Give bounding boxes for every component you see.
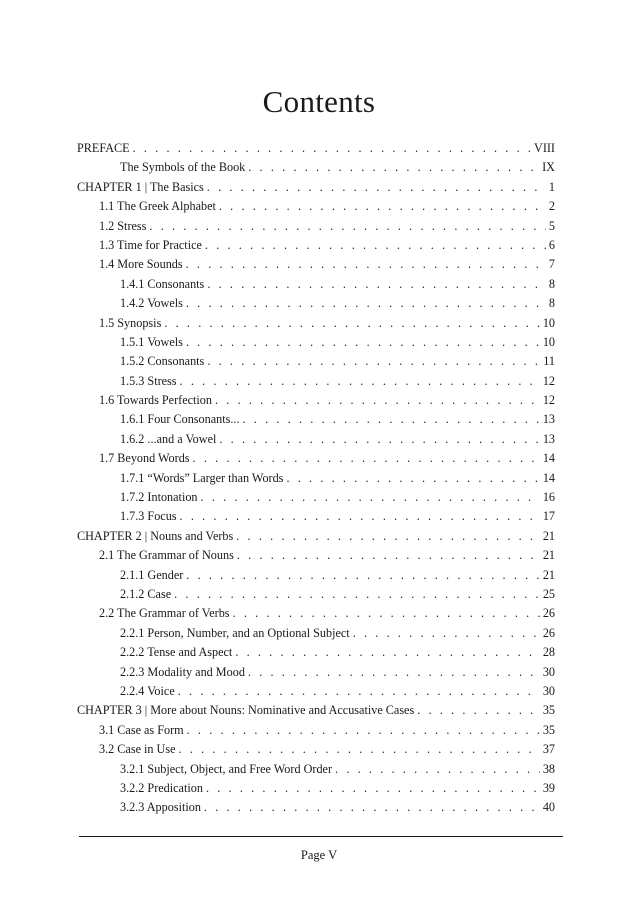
page-number-footer: Page V bbox=[300, 848, 338, 862]
dot-leader bbox=[233, 604, 540, 623]
toc-entry-page-number: 21 bbox=[542, 528, 555, 543]
toc-entry-page-number: 40 bbox=[542, 800, 555, 815]
toc-entry-label: CHAPTER 3 | More about Nouns: Nominative and Accusative Cases bbox=[77, 703, 415, 718]
dot-leader bbox=[204, 798, 540, 817]
toc-entry-page-number: 39 bbox=[542, 780, 555, 795]
toc-entry-label: 1.7.2 Intonation bbox=[120, 490, 198, 505]
toc-entry-label: 1.7.1 “Words” Larger than Words bbox=[120, 470, 284, 485]
toc-entry-label: 1.4.1 Consonants bbox=[120, 276, 205, 291]
toc-entry[interactable] bbox=[77, 197, 555, 216]
toc-entry-page-number: 5 bbox=[548, 218, 555, 233]
toc-entry[interactable] bbox=[77, 410, 555, 429]
dot-leader bbox=[219, 430, 539, 449]
dot-leader bbox=[149, 217, 546, 236]
toc-entry[interactable] bbox=[77, 585, 555, 604]
dot-leader bbox=[186, 333, 540, 352]
toc-entry-label: 2.2.2 Tense and Aspect bbox=[120, 645, 233, 660]
dot-leader bbox=[205, 236, 546, 255]
toc-entry[interactable] bbox=[77, 275, 555, 294]
toc-entry-page-number: 14 bbox=[542, 451, 555, 466]
dot-leader bbox=[164, 314, 540, 333]
toc-entry[interactable] bbox=[77, 255, 555, 274]
toc-entry-page-number: 16 bbox=[542, 490, 555, 505]
toc-entry-page-number: 25 bbox=[542, 586, 555, 601]
toc-entry[interactable] bbox=[77, 663, 555, 682]
toc-entry-page-number: 6 bbox=[548, 237, 555, 252]
toc-entry-label: 2.1.1 Gender bbox=[120, 567, 184, 582]
toc-entry-label: 1.6.2 ...and a Vowel bbox=[120, 431, 217, 446]
toc-entry-page-number: 28 bbox=[542, 645, 555, 660]
dot-leader bbox=[133, 139, 531, 158]
dot-leader bbox=[215, 391, 540, 410]
toc-entry-label: 1.4.2 Vowels bbox=[120, 296, 183, 311]
toc-entry-label: 1.2 Stress bbox=[99, 218, 147, 233]
dot-leader bbox=[236, 527, 540, 546]
toc-entry-label: 1.6 Towards Perfection bbox=[99, 393, 212, 408]
toc-entry[interactable] bbox=[77, 430, 555, 449]
toc-entry[interactable] bbox=[77, 721, 555, 740]
toc-entry-page-number: 26 bbox=[542, 606, 555, 621]
toc-entry[interactable] bbox=[77, 507, 555, 526]
toc-entry-label: 1.4 More Sounds bbox=[99, 257, 183, 272]
toc-entry-label: 1.6.1 Four Consonants... bbox=[120, 412, 240, 427]
toc-entry-page-number: IX bbox=[542, 160, 555, 175]
toc-entry[interactable] bbox=[77, 760, 555, 779]
toc-entry-label: 2.2 The Grammar of Verbs bbox=[99, 606, 230, 621]
toc-entry-label: 1.7.3 Focus bbox=[120, 509, 177, 524]
toc-entry-label: 2.2.4 Voice bbox=[120, 683, 175, 698]
toc-entry-page-number: 38 bbox=[542, 761, 555, 776]
page-title: Contents bbox=[262, 84, 376, 119]
footer-divider bbox=[79, 836, 563, 837]
toc-entry[interactable] bbox=[77, 624, 555, 643]
toc-entry[interactable] bbox=[77, 604, 555, 623]
dot-leader bbox=[219, 197, 546, 216]
toc-entry-label: PREFACE bbox=[77, 141, 130, 155]
toc-entry-label: 3.2.1 Subject, Object, and Free Word Order bbox=[120, 761, 333, 776]
dot-leader bbox=[187, 721, 540, 740]
toc-entry[interactable] bbox=[77, 333, 555, 352]
toc-entry-label: 3.2 Case in Use bbox=[99, 742, 176, 757]
toc-entry[interactable] bbox=[77, 352, 555, 371]
toc-entry-page-number: 13 bbox=[542, 431, 555, 446]
toc-entry-page-number: 8 bbox=[548, 296, 555, 311]
toc-entry-page-number: 35 bbox=[542, 722, 555, 737]
toc-entry-label: 2.2.3 Modality and Mood bbox=[120, 664, 245, 679]
dot-leader bbox=[235, 643, 540, 662]
toc-entry-page-number: 13 bbox=[542, 412, 555, 427]
toc-entry[interactable] bbox=[77, 566, 555, 585]
toc-entry-page-number: 21 bbox=[542, 567, 555, 582]
dot-leader bbox=[186, 255, 546, 274]
toc-entry-label: 2.2.1 Person, Number, and an Optional Subject bbox=[120, 625, 350, 640]
toc-entry-page-number: 7 bbox=[548, 257, 555, 272]
toc-entry-label: 2.1 The Grammar of Nouns bbox=[99, 548, 234, 563]
dot-leader bbox=[178, 682, 540, 701]
toc-entry-label: 1.7 Beyond Words bbox=[99, 451, 190, 466]
toc-entry-label: CHAPTER 2 | Nouns and Verbs bbox=[77, 528, 234, 543]
dot-leader bbox=[207, 352, 540, 371]
dot-leader bbox=[353, 624, 540, 643]
dot-leader bbox=[248, 663, 540, 682]
toc-entry-page-number: 11 bbox=[543, 354, 555, 369]
toc-entry-page-number: 12 bbox=[542, 373, 555, 388]
toc-entry[interactable] bbox=[77, 372, 555, 391]
toc-entry-page-number: 2 bbox=[548, 199, 555, 214]
toc-entry-page-number: 10 bbox=[542, 315, 555, 330]
toc-entry[interactable] bbox=[77, 779, 555, 798]
toc-entry[interactable] bbox=[77, 798, 555, 817]
dot-leader bbox=[243, 410, 540, 429]
toc-entry-label: CHAPTER 1 | The Basics bbox=[77, 179, 204, 194]
toc-entry-page-number: 35 bbox=[542, 703, 555, 718]
dot-leader bbox=[417, 701, 540, 720]
dot-leader bbox=[207, 275, 546, 294]
toc-entry-label: 1.1 The Greek Alphabet bbox=[99, 199, 216, 214]
toc-entry[interactable] bbox=[77, 488, 555, 507]
dot-leader bbox=[201, 488, 540, 507]
toc-entry-page-number: VIII bbox=[534, 141, 555, 155]
toc-entry[interactable] bbox=[77, 527, 555, 546]
toc-entry-page-number: 1 bbox=[548, 179, 555, 194]
toc-entry-label: 1.5 Synopsis bbox=[99, 315, 162, 330]
toc-entry[interactable] bbox=[77, 469, 555, 488]
toc-entry[interactable] bbox=[77, 178, 555, 197]
toc-entry[interactable] bbox=[77, 294, 555, 313]
toc-entry-page-number: 10 bbox=[542, 334, 555, 349]
toc-entry[interactable] bbox=[77, 158, 555, 177]
toc-entry-page-number: 26 bbox=[542, 625, 555, 640]
toc-entry-label: 1.5.1 Vowels bbox=[120, 334, 183, 349]
toc-entry[interactable] bbox=[77, 236, 555, 255]
table-of-contents bbox=[77, 139, 555, 818]
toc-entry-label: 3.1 Case as Form bbox=[99, 722, 184, 737]
dot-leader bbox=[186, 566, 540, 585]
toc-entry[interactable] bbox=[77, 217, 555, 236]
toc-entry[interactable] bbox=[77, 391, 555, 410]
dot-leader bbox=[248, 158, 539, 177]
dot-leader bbox=[335, 760, 540, 779]
toc-entry[interactable] bbox=[77, 682, 555, 701]
dot-leader bbox=[207, 178, 546, 197]
toc-entry[interactable] bbox=[77, 546, 555, 565]
dot-leader bbox=[180, 372, 540, 391]
toc-entry-page-number: 17 bbox=[542, 509, 555, 524]
dot-leader bbox=[206, 779, 540, 798]
toc-entry-page-number: 30 bbox=[542, 664, 555, 679]
toc-entry-label: 1.3 Time for Practice bbox=[99, 237, 202, 252]
toc-entry[interactable] bbox=[77, 139, 555, 158]
toc-entry[interactable] bbox=[77, 701, 555, 720]
toc-entry[interactable] bbox=[77, 740, 555, 759]
dot-leader bbox=[286, 469, 539, 488]
toc-entry-page-number: 12 bbox=[542, 393, 555, 408]
toc-entry-page-number: 37 bbox=[542, 742, 555, 757]
toc-entry-label: 3.2.2 Predication bbox=[120, 780, 203, 795]
dot-leader bbox=[186, 294, 546, 313]
toc-entry-page-number: 21 bbox=[542, 548, 555, 563]
toc-entry-label: 2.1.2 Case bbox=[120, 586, 172, 601]
toc-entry-label: 1.5.2 Consonants bbox=[120, 354, 205, 369]
toc-entry-page-number: 8 bbox=[548, 276, 555, 291]
toc-entry-label: 3.2.3 Apposition bbox=[120, 800, 201, 815]
dot-leader bbox=[180, 507, 540, 526]
dot-leader bbox=[174, 585, 540, 604]
dot-leader bbox=[237, 546, 540, 565]
toc-entry-label: The Symbols of the Book bbox=[120, 160, 246, 175]
dot-leader bbox=[179, 740, 540, 759]
toc-entry[interactable] bbox=[77, 314, 555, 333]
toc-entry[interactable] bbox=[77, 449, 555, 468]
toc-entry[interactable] bbox=[77, 643, 555, 662]
dot-leader bbox=[193, 449, 540, 468]
toc-entry-label: 1.5.3 Stress bbox=[120, 373, 177, 388]
toc-entry-page-number: 14 bbox=[542, 470, 555, 485]
toc-entry-page-number: 30 bbox=[542, 683, 555, 698]
